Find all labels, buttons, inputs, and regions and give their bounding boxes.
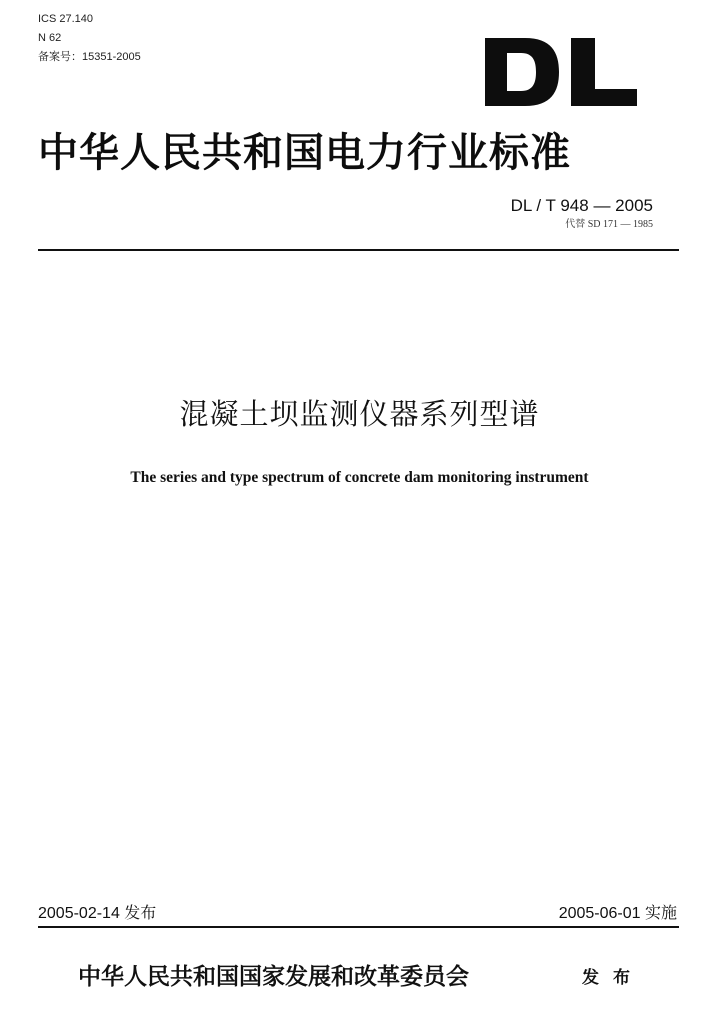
ccs-code: N 62 (38, 32, 62, 44)
record-number: 备案号：15351-2005 (38, 51, 141, 63)
replaces-standard: 代替 SD 171 — 1985 (565, 219, 653, 230)
dl-logo (485, 38, 637, 106)
document-title-chinese: 混凝土坝监测仪器系列型谱 (179, 397, 540, 431)
header-divider (38, 249, 679, 251)
industry-standard-title: 中华人民共和国电力行业标准 (38, 129, 571, 176)
ics-code: ICS 27.140 (38, 13, 94, 25)
issue-verb: 发布 (582, 968, 644, 988)
footer-divider (38, 926, 679, 928)
issuing-authority: 中华人民共和国国家发展和改革委员会 (78, 963, 469, 990)
effective-date: 2005-06-01 实施 (558, 905, 677, 922)
issue-date: 2005-02-14 发布 (38, 905, 157, 922)
standard-number: DL / T 948 — 2005 (510, 196, 653, 215)
document-title-english: The series and type spectrum of concrete dam monitoring instrument (130, 469, 589, 486)
